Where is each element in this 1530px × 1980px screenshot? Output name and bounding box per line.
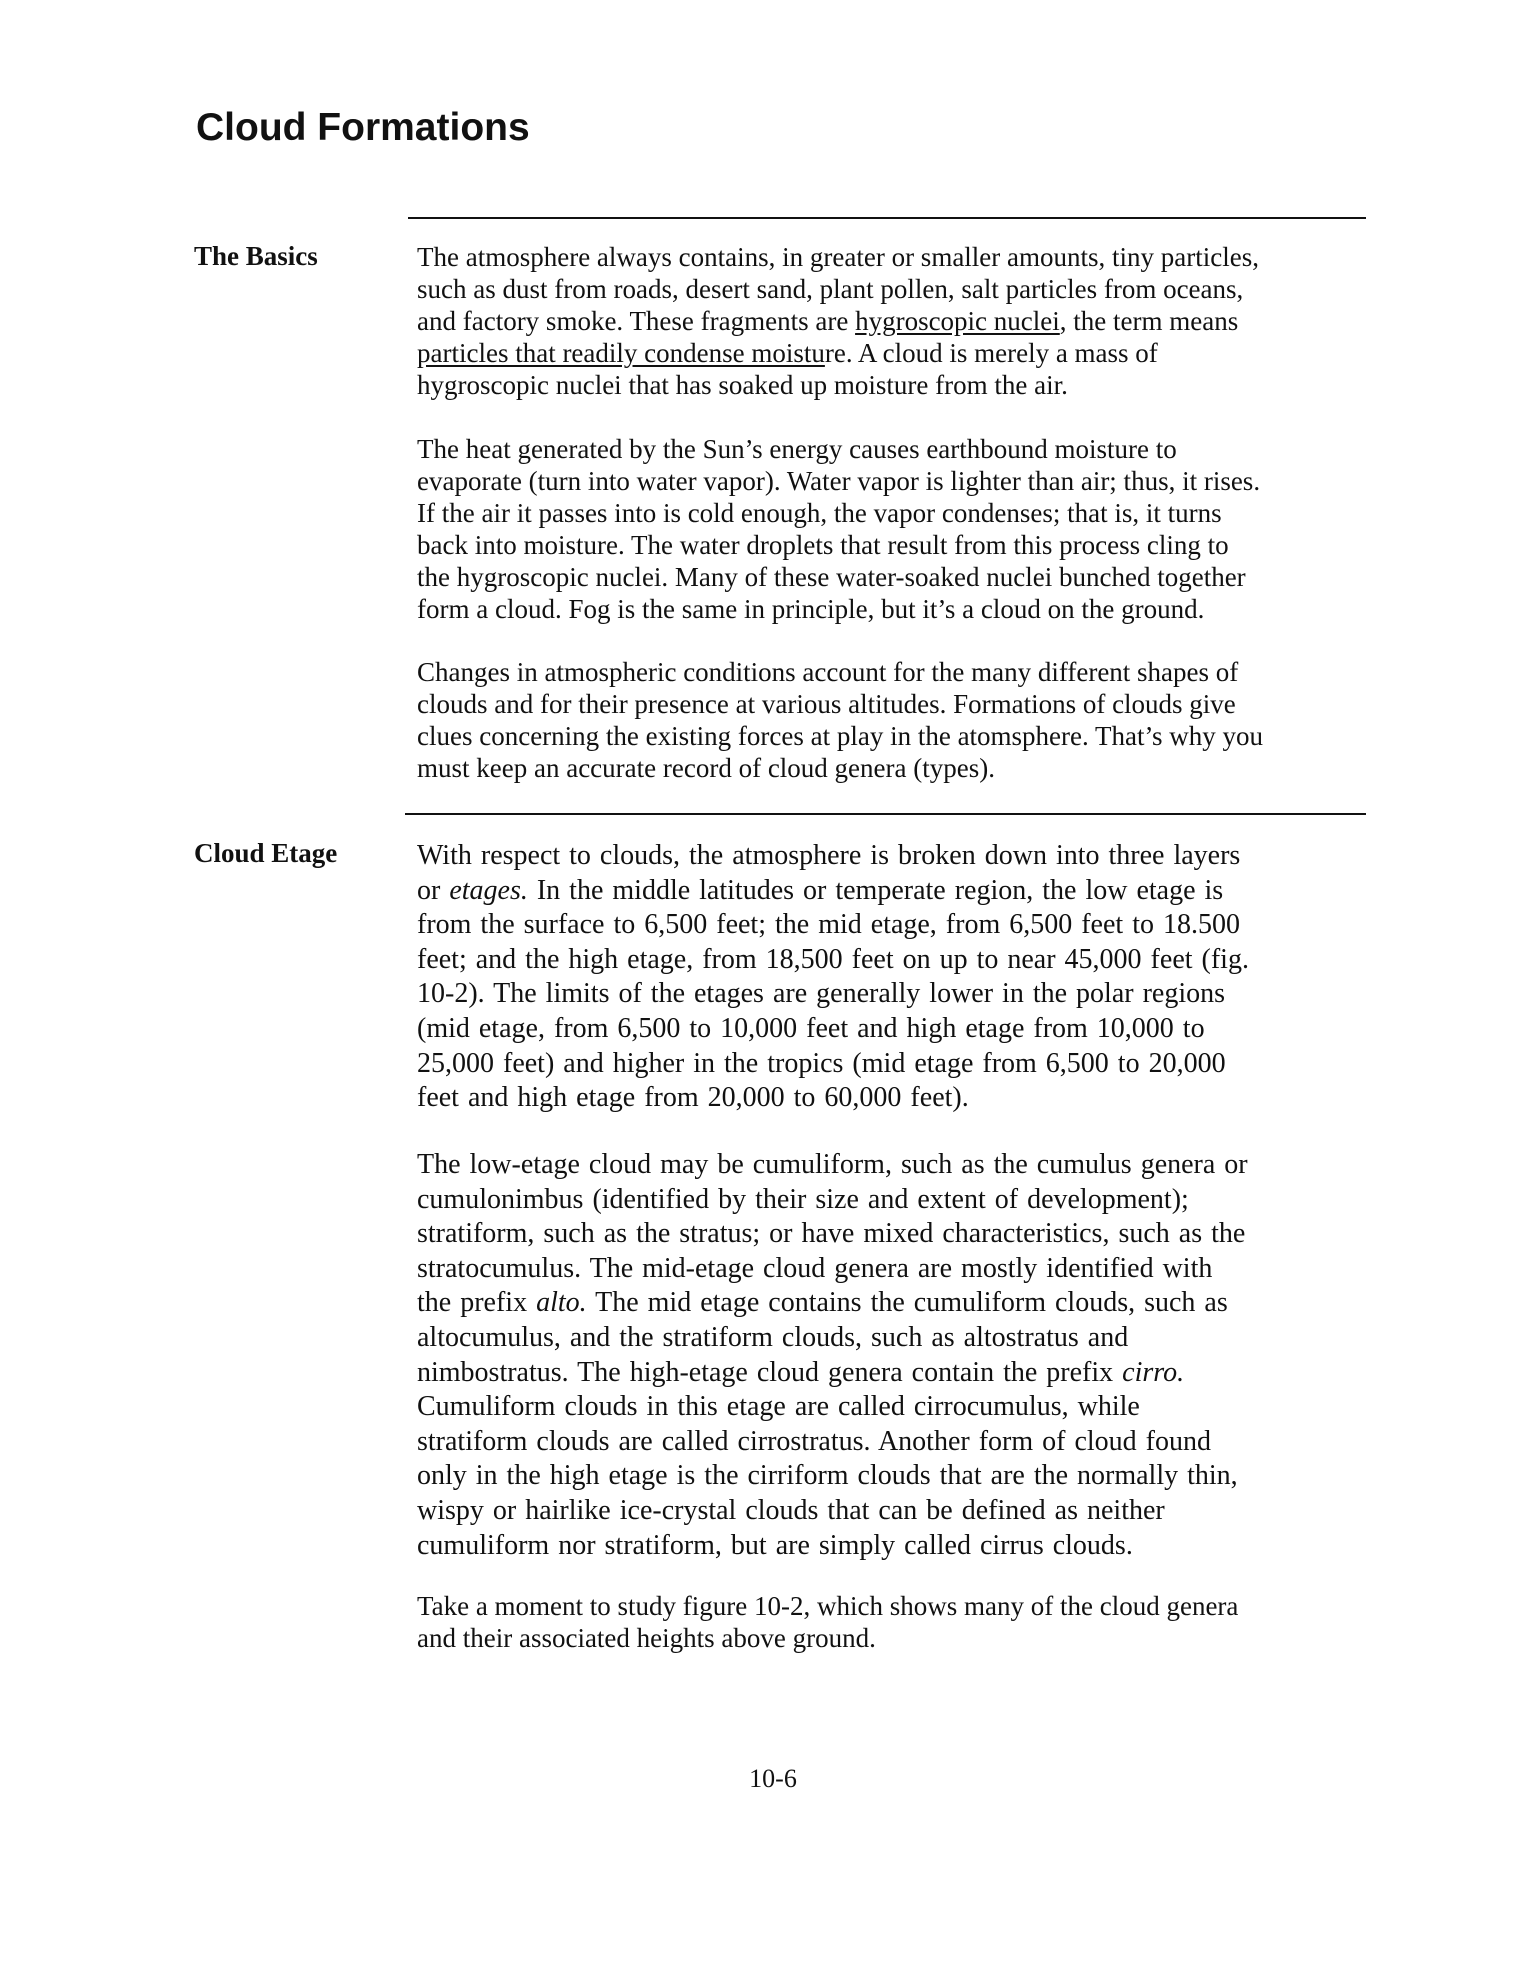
text-segment: stratiform clouds are called cirrostratus. Another form of cloud found <box>417 1425 1211 1457</box>
text-line <box>417 943 1249 978</box>
text-line <box>417 1590 1238 1622</box>
text-line <box>417 908 1249 943</box>
text-segment: The mid etage contains the cumuliform clouds, such as <box>586 1287 1228 1319</box>
paragraph <box>417 1148 1248 1563</box>
text-segment: , the term means <box>1059 306 1239 336</box>
section-divider <box>408 217 1366 219</box>
text-line <box>417 1390 1248 1425</box>
text-line <box>417 1425 1248 1460</box>
text-segment: Take a moment to study figure 10-2, which shows many of the cloud genera <box>417 1591 1239 1621</box>
text-segment: The low-etage cloud may be cumuliform, such as the cumulus genera or <box>417 1149 1248 1180</box>
italic-term: etages. <box>449 874 528 906</box>
text-line <box>417 1356 1248 1391</box>
text-line <box>417 241 1259 273</box>
text-line <box>417 1529 1248 1564</box>
text-segment: back into moisture. The water droplets that result from this process cling to <box>417 530 1229 560</box>
text-line <box>417 1286 1248 1321</box>
text-line <box>417 839 1249 874</box>
text-line <box>417 593 1260 625</box>
page-title: Cloud Formations <box>196 106 530 149</box>
text-segment: altocumulus, and the stratiform clouds, such as altostratus and <box>417 1321 1129 1353</box>
text-segment: In the middle latitudes or temperate region, the low etage is <box>527 874 1224 906</box>
text-line <box>417 337 1259 369</box>
text-segment: (mid etage, from 6,500 to 10,000 feet and high etage from 10,000 to <box>417 1012 1205 1044</box>
text-segment: 10-2). The limits of the etages are generally lower in the polar regions <box>417 978 1225 1010</box>
text-segment: hygroscopic nuclei that has soaked up moisture from the air. <box>417 370 1068 400</box>
text-line <box>417 874 1249 909</box>
text-line <box>417 656 1263 688</box>
text-segment: re. A cloud is merely a mass of <box>824 338 1158 368</box>
section-divider <box>405 813 1366 815</box>
text-line <box>417 1494 1248 1529</box>
italic-term: cirro. <box>1122 1356 1185 1388</box>
text-segment: and their associated heights above ground. <box>417 1623 876 1653</box>
text-segment: The heat generated by the Sun’s energy causes earthbound moisture to <box>417 434 1177 464</box>
text-segment: or <box>417 874 450 906</box>
text-segment: nimbostratus. The high-etage cloud genera contain the prefix <box>417 1356 1123 1388</box>
text-line <box>417 1459 1248 1494</box>
text-line <box>417 1217 1248 1252</box>
paragraph <box>417 1590 1238 1654</box>
text-segment: the prefix <box>417 1287 537 1319</box>
text-line <box>417 688 1263 720</box>
text-line <box>417 752 1263 784</box>
underlined-term: hygroscopic nuclei <box>855 306 1060 336</box>
text-line <box>417 1081 1249 1116</box>
text-line <box>417 1047 1249 1082</box>
text-segment: The atmosphere always contains, in greater or smaller amounts, tiny particles, <box>417 242 1259 272</box>
text-line <box>417 1321 1248 1356</box>
text-segment: With respect to clouds, the atmosphere is broken down into three layers <box>417 840 1241 871</box>
text-line <box>417 561 1260 593</box>
text-line <box>417 1622 1238 1654</box>
text-segment: Changes in atmospheric conditions account for the many different shapes of <box>417 657 1239 687</box>
paragraph <box>417 433 1260 625</box>
section-label-the-basics: The Basics <box>194 241 318 271</box>
italic-term: alto. <box>536 1287 587 1319</box>
text-line <box>417 433 1260 465</box>
text-segment: clouds and for their presence at various altitudes. Formations of clouds give <box>417 689 1236 719</box>
text-segment: the hygroscopic nuclei. Many of these water-soaked nuclei bunched together <box>417 562 1246 592</box>
text-segment: evaporate (turn into water vapor). Water vapor is lighter than air; thus, it rises. <box>417 466 1261 496</box>
text-segment: such as dust from roads, desert sand, plant pollen, salt particles from oceans, <box>417 274 1244 304</box>
text-line <box>417 369 1259 401</box>
text-segment: feet; and the high etage, from 18,500 feet on up to near 45,000 feet (fig. <box>417 943 1249 975</box>
text-line <box>417 1252 1248 1287</box>
text-segment: clues concerning the existing forces at play in the atomsphere. That’s why you <box>417 721 1264 751</box>
text-line <box>417 497 1260 529</box>
text-segment: cumulonimbus (identified by their size and extent of development); <box>417 1183 1189 1215</box>
text-line <box>417 305 1259 337</box>
underlined-term: particles that readily condense moistu <box>417 338 825 368</box>
text-segment: and factory smoke. These fragments are <box>417 306 856 336</box>
text-line <box>417 465 1260 497</box>
section-label-cloud-etage: Cloud Etage <box>194 838 338 868</box>
text-segment: form a cloud. Fog is the same in principle, but it’s a cloud on the ground. <box>417 594 1205 624</box>
text-line <box>417 273 1259 305</box>
paragraph <box>417 656 1263 784</box>
paragraph <box>417 839 1249 1116</box>
text-line <box>417 1012 1249 1047</box>
text-segment: If the air it passes into is cold enough, the vapor condenses; that is, it turns <box>417 498 1222 528</box>
text-segment: feet and high etage from 20,000 to 60,000 feet). <box>417 1082 969 1114</box>
text-segment: cumuliform nor stratiform, but are simply called cirrus clouds. <box>417 1529 1133 1561</box>
text-line <box>417 720 1263 752</box>
page-number: 10-6 <box>749 1764 797 1793</box>
paragraph <box>417 241 1259 401</box>
text-segment: must keep an accurate record of cloud genera (types). <box>417 753 995 783</box>
text-segment: wispy or hairlike ice-crystal clouds that can be defined as neither <box>417 1494 1165 1526</box>
text-line <box>417 529 1260 561</box>
text-line <box>417 1183 1248 1218</box>
text-segment: from the surface to 6,500 feet; the mid etage, from 6,500 feet to 18.500 <box>417 909 1240 941</box>
text-segment: Cumuliform clouds in this etage are called cirrocumulus, while <box>417 1391 1140 1423</box>
text-segment: 25,000 feet) and higher in the tropics (mid etage from 6,500 to 20,000 <box>417 1047 1226 1079</box>
text-segment: only in the high etage is the cirriform clouds that are the normally thin, <box>417 1460 1238 1492</box>
text-line <box>417 1148 1248 1183</box>
text-segment: stratiform, such as the stratus; or have mixed characteristics, such as the <box>417 1218 1246 1250</box>
text-segment: stratocumulus. The mid-etage cloud genera are mostly identified with <box>417 1252 1213 1284</box>
text-line <box>417 977 1249 1012</box>
